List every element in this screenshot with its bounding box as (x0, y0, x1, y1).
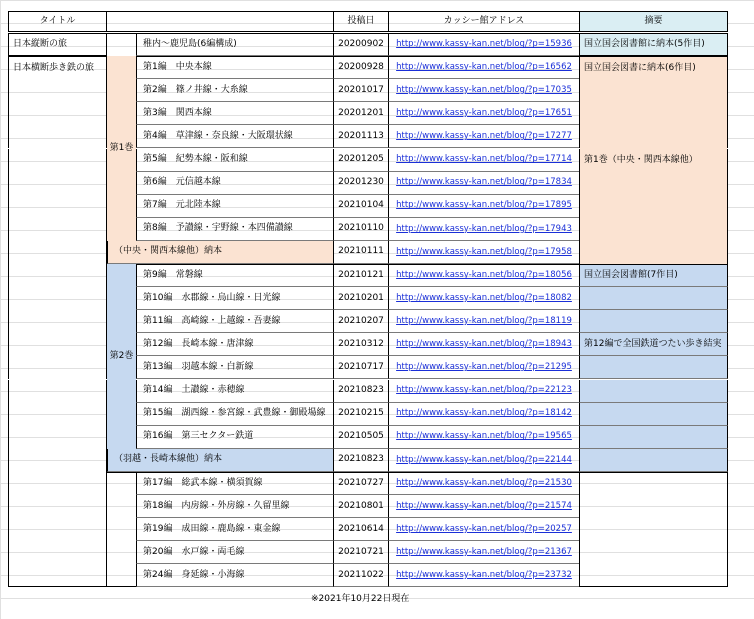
blog-link[interactable]: http://www.kassy-kan.net/blog/?p=21367 (396, 546, 572, 557)
cell-date: 20201017 (333, 79, 388, 102)
cell-url (388, 518, 579, 541)
cell-episode: 第13編 羽越本線・白新線 (136, 356, 333, 379)
cell-title (8, 472, 106, 495)
cell-url (388, 33, 579, 56)
blog-link[interactable]: http://www.kassy-kan.net/blog/?p=17834 (396, 177, 572, 188)
cell-url (388, 172, 579, 195)
volume-label-2: 第2巻 (107, 264, 136, 449)
cell-title: 日本横断歩き鉄の旅 (8, 56, 106, 79)
cell-title (8, 172, 106, 195)
blog-link[interactable]: http://www.kassy-kan.net/blog/?p=17714 (396, 154, 572, 165)
summary-volume-1: 第1巻（中央・関西本線他） (580, 79, 727, 241)
cell-summary (579, 564, 728, 587)
cell-summary (579, 495, 728, 518)
cell-date: 20210111 (333, 241, 388, 264)
header-summary: 摘要 (579, 11, 728, 32)
cell-url (388, 356, 579, 379)
cell-title (8, 356, 106, 379)
cell-summary (579, 403, 728, 426)
cell-episode: 第16編 第三セクター鉄道 (136, 426, 333, 449)
cell-title (8, 264, 106, 287)
cell-url (388, 79, 579, 102)
cell-url (388, 287, 579, 310)
cell-date: 20210801 (333, 495, 388, 518)
cell-date: 20210104 (333, 195, 388, 218)
cell-episode: 第19編 成田線・鹿島線・東金線 (136, 518, 333, 541)
blog-link[interactable]: http://www.kassy-kan.net/blog/?p=18056 (396, 270, 572, 281)
cell-title (8, 426, 106, 449)
header-url: カッシー館アドレス (388, 11, 579, 32)
cell-summary (579, 356, 728, 379)
cell-volume (106, 564, 136, 587)
header-date: 投稿日 (333, 11, 388, 32)
cell-url (388, 426, 579, 449)
blog-link[interactable]: http://www.kassy-kan.net/blog/?p=17277 (396, 131, 572, 142)
blog-link[interactable]: http://www.kassy-kan.net/blog/?p=21574 (396, 500, 572, 511)
cell-episode: 第7編 元北陸本線 (136, 195, 333, 218)
cell-url (388, 264, 579, 287)
cell-episode: 第15編 湖西線・参宮線・武豊線・御殿場線 (136, 403, 333, 426)
cell-date: 20201230 (333, 172, 388, 195)
cell-url (388, 403, 579, 426)
cell-episode: 第4編 草津線・奈良線・大阪環状線 (136, 125, 333, 148)
cell-nohon: （中央・関西本線他）納本 (107, 241, 333, 264)
cell-summary: 国立国会図書館に納本(5作目) (579, 33, 728, 56)
cell-title (8, 495, 106, 518)
cell-date: 20210717 (333, 356, 388, 379)
cell-title (8, 125, 106, 148)
cell-summary (579, 241, 728, 264)
cell-episode: 稚内～鹿児島(6編構成) (136, 33, 333, 56)
cell-title (8, 310, 106, 333)
cell-summary: 国立国会図書館(7作目) (579, 264, 728, 287)
footer-note: ※2021年10月22日現在 (311, 594, 410, 604)
blog-link[interactable]: http://www.kassy-kan.net/blog/?p=17035 (396, 84, 572, 95)
cell-volume (106, 518, 136, 541)
cell-url (388, 495, 579, 518)
cell-title (8, 218, 106, 241)
cell-title (8, 403, 106, 426)
blog-link[interactable]: http://www.kassy-kan.net/blog/?p=17651 (396, 108, 572, 119)
cell-episode: 第2編 篠ノ井線・大糸線 (136, 79, 333, 102)
blog-link[interactable]: http://www.kassy-kan.net/blog/?p=20257 (396, 523, 572, 534)
cell-title (8, 518, 106, 541)
header-episode (106, 11, 333, 32)
cell-url (388, 541, 579, 564)
blog-link[interactable]: http://www.kassy-kan.net/blog/?p=21295 (396, 362, 572, 373)
cell-date: 20200902 (333, 33, 388, 56)
cell-url (388, 449, 579, 472)
cell-summary: 第12編で全国鉄道つたい歩き結実 (579, 333, 728, 356)
cell-date: 20210201 (333, 287, 388, 310)
blog-link[interactable]: http://www.kassy-kan.net/blog/?p=18142 (396, 408, 572, 419)
cell-url (388, 125, 579, 148)
cell-summary (579, 518, 728, 541)
cell-url (388, 241, 579, 264)
cell-episode: 第20編 水戸線・両毛線 (136, 541, 333, 564)
cell-url (388, 472, 579, 495)
blog-link[interactable]: http://www.kassy-kan.net/blog/?p=18119 (396, 315, 572, 326)
cell-summary (579, 541, 728, 564)
blog-link[interactable]: http://www.kassy-kan.net/blog/?p=17958 (396, 246, 572, 257)
cell-date: 20210823 (333, 449, 388, 472)
cell-date: 20210727 (333, 472, 388, 495)
blog-link[interactable]: http://www.kassy-kan.net/blog/?p=18943 (396, 339, 572, 350)
cell-summary (579, 287, 728, 310)
cell-url (388, 564, 579, 587)
cell-url (388, 56, 579, 79)
blog-link[interactable]: http://www.kassy-kan.net/blog/?p=21530 (396, 478, 572, 489)
cell-date: 20210110 (333, 218, 388, 241)
cell-episode: 第3編 関西本線 (136, 102, 333, 125)
cell-summary: 国立国会図書に納本(6作目) (579, 56, 728, 79)
blog-link[interactable]: http://www.kassy-kan.net/blog/?p=19565 (396, 431, 572, 442)
cell-url (388, 380, 579, 403)
cell-title (8, 564, 106, 587)
cell-episode: 第9編 常磐線 (136, 264, 333, 287)
cell-url (388, 218, 579, 241)
header-title: タイトル (8, 11, 106, 32)
cell-title (8, 541, 106, 564)
cell-date: 20201113 (333, 125, 388, 148)
cell-episode: 第11編 高崎線・上越線・吾妻線 (136, 310, 333, 333)
cell-title (8, 149, 106, 172)
cell-episode: 第24編 身延線・小海線 (136, 564, 333, 587)
cell-volume (106, 495, 136, 518)
cell-date: 20210505 (333, 426, 388, 449)
cell-title (8, 241, 106, 264)
cell-volume (106, 472, 136, 495)
cell-summary (579, 472, 728, 495)
cell-date: 20210614 (333, 518, 388, 541)
cell-url (388, 102, 579, 125)
cell-title (8, 287, 106, 310)
blog-link[interactable]: http://www.kassy-kan.net/blog/?p=17895 (396, 200, 572, 211)
cell-date: 20210721 (333, 541, 388, 564)
blog-link[interactable]: http://www.kassy-kan.net/blog/?p=23732 (396, 570, 572, 581)
cell-date: 20201201 (333, 102, 388, 125)
cell-title (8, 333, 106, 356)
cell-summary (579, 449, 728, 472)
blog-link[interactable]: http://www.kassy-kan.net/blog/?p=16562 (396, 62, 572, 73)
cell-date: 20210121 (333, 264, 388, 287)
cell-episode: 第14編 土讃線・赤穂線 (136, 380, 333, 403)
cell-title (8, 449, 106, 472)
cell-episode: 第17編 総武本線・横須賀線 (136, 472, 333, 495)
cell-title (8, 102, 106, 125)
cell-episode: 第8編 予讃線・宇野線・本四備讃線 (136, 218, 333, 241)
cell-date: 20200928 (333, 56, 388, 79)
cell-episode: 第18編 内房線・外房線・久留里線 (136, 495, 333, 518)
cell-episode: 第12編 長崎本線・唐津線 (136, 333, 333, 356)
cell-url (388, 310, 579, 333)
cell-summary (579, 380, 728, 403)
blog-link[interactable]: http://www.kassy-kan.net/blog/?p=22123 (396, 385, 572, 396)
cell-summary (579, 310, 728, 333)
cell-url (388, 195, 579, 218)
cell-title (8, 380, 106, 403)
cell-date: 20201205 (333, 149, 388, 172)
blog-link[interactable]: http://www.kassy-kan.net/blog/?p=17943 (396, 223, 572, 234)
blog-link[interactable]: http://www.kassy-kan.net/blog/?p=18082 (396, 292, 572, 303)
volume-label-1: 第1巻 (107, 56, 136, 241)
cell-title (8, 79, 106, 102)
cell-volume (106, 33, 136, 56)
cell-date: 20210215 (333, 403, 388, 426)
cell-date: 20210207 (333, 310, 388, 333)
cell-url (388, 149, 579, 172)
cell-episode: 第6編 元信越本線 (136, 172, 333, 195)
blog-link[interactable]: http://www.kassy-kan.net/blog/?p=22144 (396, 454, 572, 465)
cell-nohon: （羽越・長崎本線他）納本 (107, 449, 333, 472)
cell-date: 20210312 (333, 333, 388, 356)
cell-episode: 第5編 紀勢本線・阪和線 (136, 149, 333, 172)
cell-volume (106, 541, 136, 564)
cell-summary (579, 426, 728, 449)
cell-date: 20211022 (333, 564, 388, 587)
blog-link[interactable]: http://www.kassy-kan.net/blog/?p=15936 (396, 39, 572, 50)
cell-date: 20210823 (333, 380, 388, 403)
cell-title: 日本縦断の旅 (8, 33, 106, 56)
cell-episode: 第10編 水郡線・烏山線・日光線 (136, 287, 333, 310)
cell-episode: 第1編 中央本線 (136, 56, 333, 79)
cell-url (388, 333, 579, 356)
cell-title (8, 195, 106, 218)
